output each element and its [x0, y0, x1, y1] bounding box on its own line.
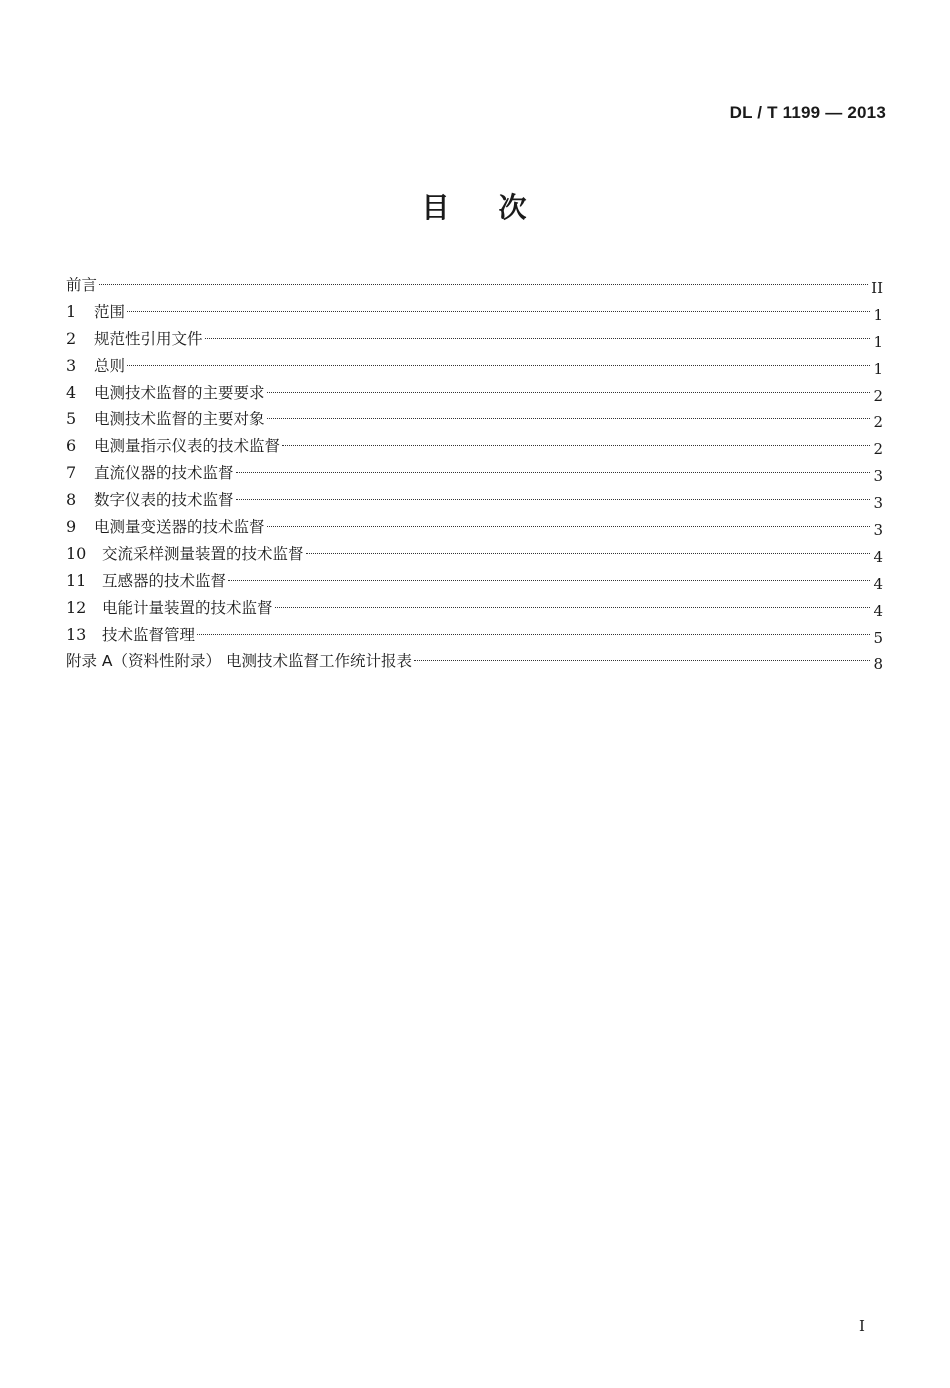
toc-entry-6[interactable] [66, 433, 883, 460]
toc-entry-number: 8 [66, 490, 77, 510]
toc-entry-label: 电能计量装置的技术监督 [102, 598, 273, 617]
toc-entry-label: 电测技术监督的主要要求 [94, 383, 265, 402]
toc-entry-appendix-a[interactable] [66, 648, 883, 675]
toc-entry-10[interactable] [66, 541, 883, 568]
toc-entry-page: 3 [873, 494, 883, 513]
toc-entry-label: 前言 [66, 276, 98, 294]
toc-entry-number: 7 [66, 463, 77, 483]
toc-entry-page: 4 [873, 547, 883, 566]
toc-entry-number: 13 [66, 624, 87, 644]
toc-entry-page: 3 [873, 521, 883, 540]
toc-entry-page: 3 [873, 467, 883, 486]
toc-entry-page: 2 [873, 413, 883, 432]
toc-leader-dots [306, 553, 870, 554]
toc-entry-13[interactable] [66, 622, 883, 649]
toc-entry-page: 2 [873, 386, 883, 405]
toc-leader-dots [267, 418, 870, 419]
toc-leader-dots [127, 365, 870, 366]
toc-entry-label: 电测量变送器的技术监督 [94, 518, 265, 537]
toc-entry-page: 1 [873, 332, 883, 351]
toc-leader-dots [99, 284, 868, 285]
toc-entry-number: 2 [66, 328, 77, 348]
toc-entry-page: 8 [873, 655, 883, 674]
toc-entry-label: 范围 [94, 302, 126, 321]
toc-entry-label: 电测技术监督的主要对象 [94, 410, 265, 429]
toc-entry-number: 9 [66, 517, 77, 537]
toc-leader-dots [228, 580, 870, 581]
toc-entry-number: 11 [66, 570, 87, 590]
toc-entry-label: 电测量指示仪表的技术监督 [94, 437, 281, 456]
toc-leader-dots [205, 338, 870, 339]
toc-entry-page: 1 [873, 359, 883, 378]
toc-entry-page: 4 [873, 574, 883, 593]
toc-entry-page: II [871, 279, 883, 297]
toc-entry-2[interactable] [66, 326, 883, 353]
toc-entry-foreword[interactable] [66, 272, 883, 299]
toc-entry-label: 总则 [94, 356, 126, 375]
toc-entry-number: 3 [66, 355, 77, 375]
toc-entry-8[interactable] [66, 487, 883, 514]
toc-entry-3[interactable] [66, 353, 883, 380]
toc-entry-label: 直流仪器的技术监督 [94, 464, 234, 483]
toc-entry-4[interactable] [66, 380, 883, 407]
toc-entry-12[interactable] [66, 595, 883, 622]
toc-leader-dots [127, 311, 870, 312]
toc-entry-number: 5 [66, 409, 77, 429]
toc-entry-number: 4 [66, 382, 77, 402]
table-of-contents [66, 272, 883, 675]
toc-leader-dots [236, 499, 870, 500]
toc-leader-dots [414, 660, 870, 661]
toc-entry-1[interactable] [66, 299, 883, 326]
toc-entry-11[interactable] [66, 568, 883, 595]
toc-entry-label: 技术监督管理 [102, 625, 196, 644]
toc-leader-dots [275, 607, 870, 608]
toc-entry-label: 互感器的技术监督 [102, 571, 227, 590]
toc-title: 目 次 [421, 191, 529, 224]
toc-entry-page: 2 [873, 440, 883, 459]
toc-entry-9[interactable] [66, 514, 883, 541]
page-number: I [859, 1317, 865, 1335]
toc-entry-page: 1 [873, 305, 883, 324]
toc-entry-7[interactable] [66, 460, 883, 487]
toc-entry-page: 5 [873, 628, 883, 647]
toc-leader-dots [236, 472, 870, 473]
toc-entry-label: 数字仪表的技术监督 [94, 491, 234, 510]
toc-entry-number: 10 [66, 543, 87, 563]
toc-entry-5[interactable] [66, 406, 883, 433]
toc-entry-number: 1 [66, 301, 77, 321]
toc-leader-dots [267, 392, 870, 393]
standard-code: DL / T 1199 — 2013 [729, 103, 886, 122]
toc-entry-label: 附录 A（资料性附录） 电测技术监督工作统计报表 [66, 652, 412, 671]
toc-entry-page: 4 [873, 601, 883, 620]
toc-entry-number: 6 [66, 436, 77, 456]
toc-leader-dots [267, 526, 870, 527]
toc-leader-dots [282, 445, 870, 446]
toc-leader-dots [197, 634, 870, 635]
toc-entry-number: 12 [66, 597, 87, 617]
toc-entry-label: 规范性引用文件 [94, 329, 203, 348]
toc-entry-label: 交流采样测量装置的技术监督 [102, 544, 304, 563]
